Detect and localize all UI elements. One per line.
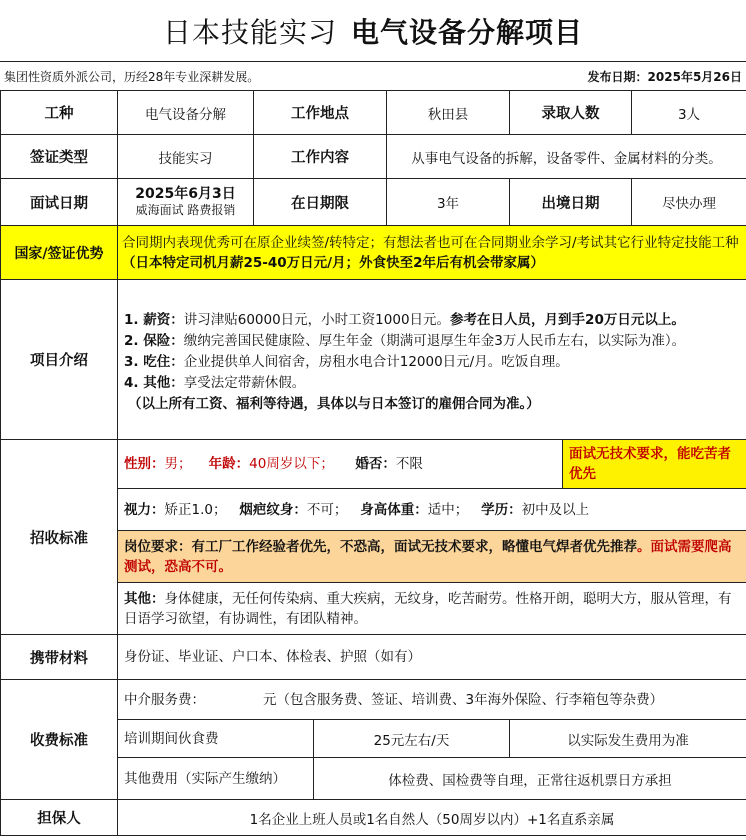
advantage-highlight: （日本特定司机月薪25-40万日元/月；外食快至2年后有机会带家属） — [122, 254, 544, 271]
materials-label: 携带材料 — [1, 635, 118, 680]
visa-value: 技能实习 — [118, 135, 254, 179]
agency-fee-label: 中介服务费： — [124, 691, 205, 708]
row-fee-agency — [1, 680, 746, 720]
info-table — [0, 90, 746, 836]
agency-fee-value: 元（包含服务费、签证、培训费、3年海外保险、行李箱包等杂费） — [263, 691, 664, 708]
title-part2: 电气设备分解项目 — [351, 15, 584, 49]
other-fee-label: 其他费用（实际产生缴纳） — [118, 758, 314, 800]
age-value: 40周岁以下； — [249, 456, 334, 472]
stay-label: 在日期限 — [254, 179, 387, 226]
recruit-basic: 性别：男； 年龄：40周岁以下； 婚否：不限 — [118, 440, 563, 489]
fee-agency — [118, 680, 746, 720]
content-value: 从事电气设备的拆解，设备零件、金属材料的分类。 — [387, 135, 746, 179]
requirement-text: 岗位要求：有工厂工作经验者优先，不恐高，面试无技术要求，略懂电气焊者优先推荐 — [124, 538, 637, 555]
gender-value: 男； — [164, 456, 192, 472]
row-materials — [1, 635, 746, 680]
guarantor-label: 担保人 — [1, 800, 118, 836]
hires-value: 3人 — [632, 91, 746, 135]
job-label: 工种 — [1, 91, 118, 135]
intro-item-other: 4. 其他：享受法定带薪休假。 — [124, 375, 306, 391]
tattoo-value: 不可； — [306, 501, 348, 518]
visa-label: 签证类型 — [1, 135, 118, 179]
body-value: 适中； — [427, 501, 469, 518]
edu-value: 初中及以上 — [521, 501, 590, 518]
interview-label: 面试日期 — [1, 179, 118, 226]
company-intro: 集团性资质外派公司，历经28年专业深耕发展。 — [4, 69, 260, 84]
food-fee-note: 以实际发生费用为准 — [510, 720, 746, 758]
materials-value: 身份证、毕业证、户口本、体检表、护照（如有） — [118, 635, 746, 680]
food-fee-value: 25元左右/天 — [314, 720, 510, 758]
hires-label: 录取人数 — [510, 91, 632, 135]
recruit-physical: 视力：矫正1.0； 烟疤纹身：不可； 身高体重：适中； 学历：初中及以上 — [118, 489, 746, 531]
row-visa — [1, 135, 746, 179]
other-fee-value: 体检费、国检费等自理，正常往返机票日方承担 — [314, 758, 746, 800]
intro-label: 项目介绍 — [1, 280, 118, 440]
advantage-text: 合同期内表现优秀可在原企业续签/转特定；有想法者也可在合同期业余学习/考试其它行业特定技能工种 — [122, 234, 739, 251]
depart-value: 尽快办理 — [632, 179, 746, 226]
intro-cell — [118, 280, 746, 440]
row-intro — [1, 280, 746, 440]
content-label: 工作内容 — [254, 135, 387, 179]
intro-item-salary: 1. 薪资：讲习津贴60000日元，小时工资1000日元。参考在日人员，月到手20万日元以上。 — [124, 312, 685, 328]
subheader — [0, 62, 746, 90]
intro-note: （以上所有工资、福利等待遇，具体以与日本签订的雇佣合同为准。） — [128, 396, 540, 412]
interview-cell — [118, 179, 254, 226]
recruit-highlight: 面试无技术要求，能吃苦者优先 — [563, 440, 746, 489]
marital-value: 不限 — [395, 456, 423, 472]
vision-value: 矫正1.0； — [164, 501, 227, 518]
recruit-requirement — [118, 531, 746, 583]
interview-date: 2025年6月3日 — [135, 186, 236, 202]
location-label: 工作地点 — [254, 91, 387, 135]
depart-label: 出境日期 — [510, 179, 632, 226]
other-requirements: 身体健康，无任何传染病、重大疾病，无纹身，吃苦耐劳。性格开朗，聪明大方，服从管理，有日语学习欲望，有协调性，有团队精神。 — [124, 590, 732, 627]
food-fee-label: 培训期间伙食费 — [118, 720, 314, 758]
stay-value: 3年 — [387, 179, 510, 226]
intro-item-lodging: 3. 吃住：企业提供单人间宿舍，房租水电合计12000日元/月。吃饭自理。 — [124, 354, 569, 370]
row-job — [1, 91, 746, 135]
requirement-warning: 。面试需要爬高测试，恐高不可。 — [124, 538, 732, 575]
recruit-other: 其他：身体健康，无任何传染病、重大疾病，无纹身，吃苦耐劳。性格开朗，聪明大方，服从管理，有日语学习欲望，有协调性，有团队精神。 — [118, 583, 746, 635]
row-guarantor — [1, 800, 746, 836]
job-value: 电气设备分解 — [118, 91, 254, 135]
publish-date: 发布日期：2025年5月26日 — [587, 69, 742, 84]
guarantor-value: 1名企业上班人员或1名自然人（50周岁以内）+1名直系亲属 — [118, 800, 746, 836]
intro-item-insurance: 2. 保险：缴纳完善国民健康险、厚生年金（期满可退厚生年金3万人民币左右，以实际为准）。 — [124, 333, 686, 349]
fees-label: 收费标准 — [1, 680, 118, 800]
row-interview — [1, 179, 746, 226]
row-advantage — [1, 226, 746, 280]
row-recruit-basic — [1, 440, 746, 489]
recruit-label: 招收标准 — [1, 440, 118, 635]
interview-note: 威海面试 路费报销 — [135, 203, 236, 217]
page-title — [0, 0, 746, 62]
advantage-cell — [118, 226, 746, 280]
location-value: 秋田县 — [387, 91, 510, 135]
title-part1: 日本技能实习 — [162, 15, 337, 49]
advantage-label: 国家/签证优势 — [1, 226, 118, 280]
